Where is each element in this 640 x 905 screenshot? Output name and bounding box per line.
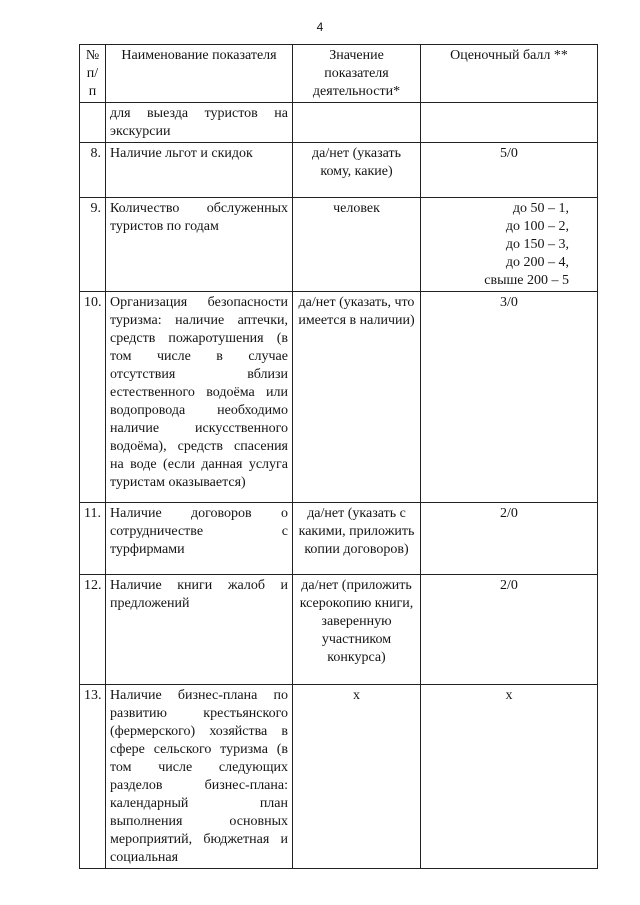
row-num: 10.: [80, 292, 106, 503]
score-line: до 150 – 3,: [505, 237, 569, 252]
row-score: 5/0: [421, 143, 598, 198]
score-line: до 200 – 4,: [505, 255, 569, 270]
row-name: для выезда туристов на экскурсии: [106, 103, 293, 143]
table-row: [80, 575, 598, 685]
header-score: Оценочный балл **: [421, 45, 598, 103]
row-name: Наличие договоров о сотрудничестве с турфирмами: [106, 503, 293, 575]
row-num: 8.: [80, 143, 106, 198]
header-num: № п/п: [80, 45, 106, 103]
table-row: [80, 685, 598, 869]
table-row: [80, 103, 598, 143]
header-name: Наименование показателя: [106, 45, 293, 103]
row-value: да/нет (приложить ксерокопию книги, заверенную участником конкурса): [293, 575, 421, 685]
row-name: Количество обслуженных туристов по годам: [106, 198, 293, 292]
row-value: [293, 103, 421, 143]
row-score: х: [421, 685, 598, 869]
row-num: 11.: [80, 503, 106, 575]
row-name: Наличие льгот и скидок: [106, 143, 293, 198]
row-score: 3/0: [421, 292, 598, 503]
row-name: Организация безопасности туризма: наличие аптечки, средств пожаротушения (в том числе в случае отсутствия вблизи естественного водоёма или водопровода необходимо наличие искусственного водоёма), средств спасения на воде (если данная услуга туристам оказывается): [106, 292, 293, 503]
row-num: 9.: [80, 198, 106, 292]
row-num: [80, 103, 106, 143]
row-value: х: [293, 685, 421, 869]
row-score: 2/0: [421, 503, 598, 575]
score-line: до 50 – 1,: [512, 201, 569, 216]
row-num: 12.: [80, 575, 106, 685]
table-header-row: [80, 45, 598, 103]
indicators-table: [79, 44, 598, 869]
table-row: [80, 143, 598, 198]
row-name: Наличие бизнес-плана по развитию крестьянского (фермерского) хозяйства в сфере сельского туризма (в том числе следующих разделов бизнес-плана: календарный план выполнения основных мероприятий, бюджетная и социальная: [106, 685, 293, 869]
row-name: Наличие книги жалоб и предложений: [106, 575, 293, 685]
table-row: [80, 198, 598, 292]
page-number: 4: [316, 20, 324, 34]
row-score: [421, 198, 598, 292]
table-row: [80, 292, 598, 503]
score-line: до 100 – 2,: [505, 219, 569, 234]
row-value: да/нет (указать кому, какие): [293, 143, 421, 198]
row-value: да/нет (указать, что имеется в наличии): [293, 292, 421, 503]
row-num: 13.: [80, 685, 106, 869]
row-value: человек: [293, 198, 421, 292]
table-body: [80, 103, 598, 869]
table-row: [80, 503, 598, 575]
row-score: [421, 103, 598, 143]
row-score: 2/0: [421, 575, 598, 685]
header-value: Значение показателя деятельности*: [293, 45, 421, 103]
score-line: свыше 200 – 5: [484, 273, 569, 288]
row-value: да/нет (указать с какими, приложить копии договоров): [293, 503, 421, 575]
